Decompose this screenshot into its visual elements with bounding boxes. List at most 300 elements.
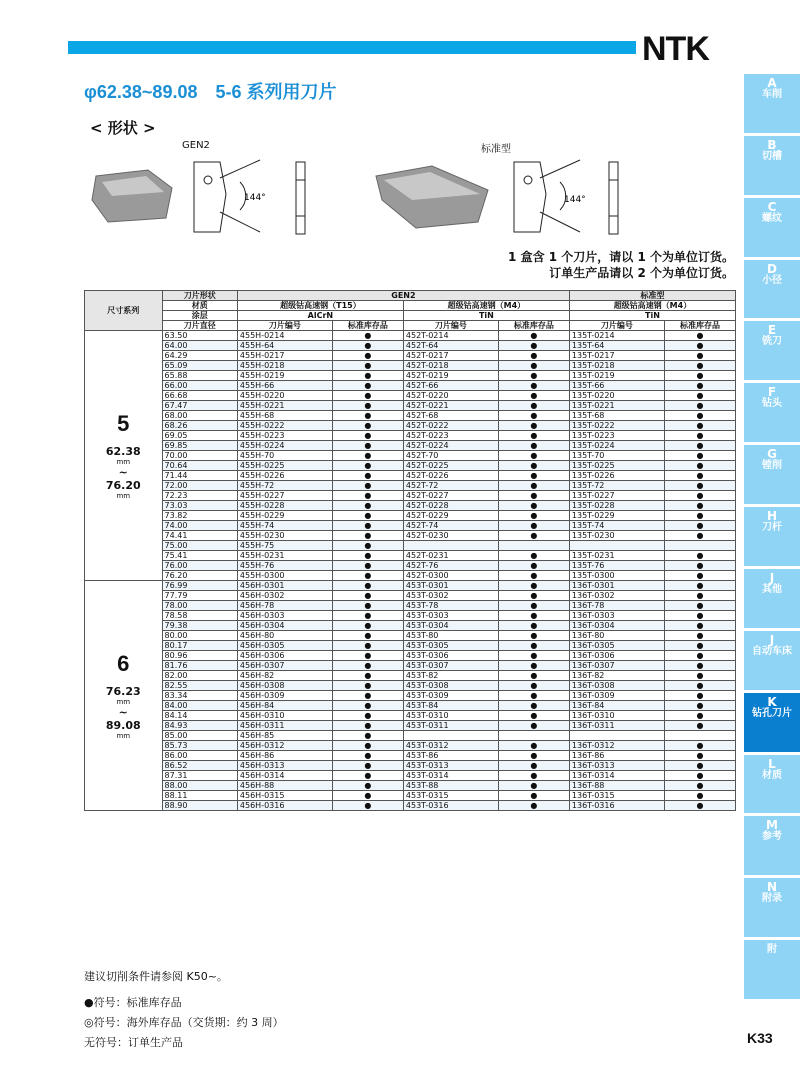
coat-a: AlCrN: [237, 311, 403, 321]
code-cell-a: 456H-85: [237, 731, 332, 741]
stock-cell-b: ●: [498, 451, 569, 461]
code-cell-a: 455H-66: [237, 381, 332, 391]
stock-cell-b: ●: [498, 791, 569, 801]
sidebar-tab-letter: F: [767, 385, 777, 400]
stock-cell-c: ●: [664, 481, 735, 491]
sidebar-tab-10[interactable]: [744, 693, 800, 752]
code-cell-a: 455H-0227: [237, 491, 332, 501]
code-cell-b: 452T-0230: [403, 531, 498, 541]
table-row: [85, 381, 736, 391]
code-cell-b: 453T-0308: [403, 681, 498, 691]
sidebar-tab-14[interactable]: [744, 940, 800, 999]
stock-cell-b: ●: [498, 521, 569, 531]
cutting-conditions-note: 建议切削条件请参阅 K50~。: [84, 970, 228, 983]
table-row: [85, 481, 736, 491]
code-cell-a: 456H-0302: [237, 591, 332, 601]
stock-cell-c: [664, 731, 735, 741]
stock-cell-c: ●: [664, 611, 735, 621]
dia-cell: 88.90: [162, 801, 237, 811]
stock-cell-a: ●: [332, 771, 403, 781]
code-cell-a: 456H-84: [237, 701, 332, 711]
code-cell-c: 136T-0304: [569, 621, 664, 631]
dia-cell: 70.00: [162, 451, 237, 461]
grade-a: 超级钴高速钢（T15）: [237, 301, 403, 311]
table-row: [85, 571, 736, 581]
dia-cell: 68.26: [162, 421, 237, 431]
stock-cell-a: ●: [332, 451, 403, 461]
shape-header: 刀片形状: [162, 291, 237, 301]
standard-col-header: 标准型: [569, 291, 735, 301]
dia-cell: 88.11: [162, 791, 237, 801]
code-cell-b: 453T-84: [403, 701, 498, 711]
code-cell-b: 453T-0314: [403, 771, 498, 781]
code-cell-b: 453T-80: [403, 631, 498, 641]
stock-cell-c: ●: [664, 681, 735, 691]
code-cell-a: 456H-0303: [237, 611, 332, 621]
code-cell-b: 452T-72: [403, 481, 498, 491]
code-cell-a: 456H-0315: [237, 791, 332, 801]
section-subtitle: < 形状 >: [90, 119, 156, 137]
table-row: [85, 681, 736, 691]
stock-cell-a: ●: [332, 581, 403, 591]
stock-cell-a: ●: [332, 511, 403, 521]
group-unit: mm: [116, 732, 131, 740]
code-cell-c: 135T-0227: [569, 491, 664, 501]
dia-cell: 84.00: [162, 701, 237, 711]
group-unit: mm: [116, 698, 131, 706]
code-cell-c: 135T-76: [569, 561, 664, 571]
sidebar-tab-label: 螺纹: [762, 212, 782, 224]
code-cell-c: 136T-84: [569, 701, 664, 711]
code-cell-b: 452T-0223: [403, 431, 498, 441]
code-cell-c: 135T-0218: [569, 361, 664, 371]
sidebar-tab-letter: G: [767, 447, 777, 462]
sidebar-tab-letter: J: [769, 570, 775, 585]
code-cell-a: 455H-0214: [237, 331, 332, 341]
stock-cell-a: ●: [332, 691, 403, 701]
code-cell-c: 135T-72: [569, 481, 664, 491]
code-cell-c: 135T-0221: [569, 401, 664, 411]
dia-cell: 74.41: [162, 531, 237, 541]
code-cell-c: 135T-0226: [569, 471, 664, 481]
dia-cell: 84.14: [162, 711, 237, 721]
stock-cell-a: ●: [332, 481, 403, 491]
dia-cell: 80.17: [162, 641, 237, 651]
code-cell-c: 135T-0214: [569, 331, 664, 341]
code-cell-a: 455H-68: [237, 411, 332, 421]
stock-cell-b: ●: [498, 601, 569, 611]
stock-cell-b: ●: [498, 551, 569, 561]
stock-cell-b: ●: [498, 371, 569, 381]
sidebar-tab-label: 钻孔刀片: [752, 707, 792, 719]
code-cell-a: 455H-0300: [237, 571, 332, 581]
stock-cell-a: ●: [332, 411, 403, 421]
dia-cell: 67.47: [162, 401, 237, 411]
group-unit: mm: [116, 458, 131, 466]
stock-cell-a: ●: [332, 551, 403, 561]
sidebar-tab-3[interactable]: [744, 260, 800, 319]
code-cell-b: 453T-0306: [403, 651, 498, 661]
sidebar-tab-8[interactable]: [744, 569, 800, 628]
code-cell-b: 452T-0221: [403, 401, 498, 411]
group-range-sep: ~: [118, 466, 128, 479]
code-cell-c: 136T-0313: [569, 761, 664, 771]
stock-cell-c: ●: [664, 751, 735, 761]
stock-cell-b: ●: [498, 751, 569, 761]
dia-cell: 75.41: [162, 551, 237, 561]
code-cell-b: 452T-64: [403, 341, 498, 351]
code-cell-b: 452T-0224: [403, 441, 498, 451]
stock-cell-c: ●: [664, 691, 735, 701]
code-cell-b: 453T-0302: [403, 591, 498, 601]
stock-cell-b: ●: [498, 611, 569, 621]
standard-angle-label: 144°: [564, 195, 586, 205]
stock-cell-a: ●: [332, 661, 403, 671]
sidebar-tab-letter: C: [767, 199, 777, 214]
code-cell-b: 452T-0226: [403, 471, 498, 481]
dia-cell: 81.76: [162, 661, 237, 671]
order-note-1: 1 盒含 1 个刀片，请以 1 个为单位订货。: [508, 250, 734, 264]
grade-c: 超级钴高速钢（M4）: [569, 301, 735, 311]
code-cell-b: 453T-0305: [403, 641, 498, 651]
table-row: [85, 531, 736, 541]
code-cell-a: 455H-70: [237, 451, 332, 461]
stock-cell-c: ●: [664, 431, 735, 441]
code-cell-a: 455H-74: [237, 521, 332, 531]
stock-cell-b: ●: [498, 421, 569, 431]
gen2-label: GEN2: [182, 140, 210, 151]
gen2-insert-photo: [88, 166, 178, 226]
table-row: [85, 331, 736, 341]
code-cell-a: 455H-0219: [237, 371, 332, 381]
table-row: [85, 781, 736, 791]
dia-cell: 69.85: [162, 441, 237, 451]
sidebar-tab-11[interactable]: [744, 755, 800, 814]
coating-header: 涂层: [162, 311, 237, 321]
code-cell-c: 135T-66: [569, 381, 664, 391]
stock-cell-a: ●: [332, 521, 403, 531]
sidebar-tab-label: 车削: [762, 89, 782, 100]
code-cell-a: 456H-0312: [237, 741, 332, 751]
stock-cell-b: ●: [498, 441, 569, 451]
sidebar-tab-4[interactable]: [744, 321, 800, 380]
page-title: φ62.38~89.08 5-6 系列用刀片: [84, 82, 337, 102]
code-cell-b: 452T-0229: [403, 511, 498, 521]
table-row: [85, 421, 736, 431]
table-row: [85, 361, 736, 371]
dia-cell: 75.00: [162, 541, 237, 551]
code-cell-b: 452T-0228: [403, 501, 498, 511]
sidebar-tab-9[interactable]: [744, 631, 800, 690]
stock-cell-b: ●: [498, 711, 569, 721]
coat-b: TiN: [403, 311, 569, 321]
code-cell-a: 456H-0308: [237, 681, 332, 691]
size-group-cell: [85, 581, 163, 811]
code-header-c: 刀片编号: [569, 321, 664, 331]
dia-cell: 82.55: [162, 681, 237, 691]
stock-cell-a: ●: [332, 611, 403, 621]
stock-cell-b: ●: [498, 511, 569, 521]
table-row: [85, 351, 736, 361]
sidebar-tab-label: 刀杆: [762, 522, 782, 534]
code-cell-c: 136T-0301: [569, 581, 664, 591]
stock-cell-a: ●: [332, 751, 403, 761]
sidebar-tab-label: 镗削: [762, 460, 782, 472]
table-row: [85, 541, 736, 551]
stock-cell-c: ●: [664, 581, 735, 591]
group-number: 5: [117, 411, 130, 436]
dia-cell: 72.23: [162, 491, 237, 501]
code-cell-c: 136T-0315: [569, 791, 664, 801]
stock-cell-b: ●: [498, 361, 569, 371]
stock-cell-c: ●: [664, 511, 735, 521]
group-range-from: 76.23: [105, 685, 141, 698]
code-cell-a: 455H-0230: [237, 531, 332, 541]
code-cell-b: 452T-0222: [403, 421, 498, 431]
table-row: [85, 721, 736, 731]
code-cell-a: 455H-0228: [237, 501, 332, 511]
stock-cell-b: ●: [498, 761, 569, 771]
dia-cell: 87.31: [162, 771, 237, 781]
dia-cell: 74.00: [162, 521, 237, 531]
dia-cell: 76.20: [162, 571, 237, 581]
dia-cell: 85.00: [162, 731, 237, 741]
page-number: K33: [747, 1030, 773, 1046]
gen2-insert-drawing: [190, 158, 290, 238]
dia-cell: 80.96: [162, 651, 237, 661]
stock-cell-c: ●: [664, 741, 735, 751]
stock-cell-b: ●: [498, 591, 569, 601]
sidebar-tab-letter: L: [768, 756, 776, 771]
stock-cell-b: ●: [498, 471, 569, 481]
gen2-insert-side: [294, 160, 308, 238]
code-cell-c: 135T-0220: [569, 391, 664, 401]
code-cell-a: 455H-0229: [237, 511, 332, 521]
code-cell-c: 136T-0306: [569, 651, 664, 661]
stock-cell-a: ●: [332, 431, 403, 441]
group-unit: mm: [116, 492, 131, 500]
code-cell-c: 135T-74: [569, 521, 664, 531]
group-range-to: 76.20: [105, 479, 141, 492]
dia-cell: 80.00: [162, 631, 237, 641]
table-row: [85, 701, 736, 711]
table-row: [85, 341, 736, 351]
stock-cell-a: ●: [332, 351, 403, 361]
code-cell-c: 135T-0300: [569, 571, 664, 581]
code-cell-b: 452T-68: [403, 411, 498, 421]
stock-cell-b: ●: [498, 651, 569, 661]
dia-cell: 85.73: [162, 741, 237, 751]
code-cell-b: 453T-0315: [403, 791, 498, 801]
stock-cell-c: ●: [664, 361, 735, 371]
stock-cell-c: ●: [664, 701, 735, 711]
table-row: [85, 611, 736, 621]
stock-cell-c: ●: [664, 491, 735, 501]
stock-cell-a: ●: [332, 571, 403, 581]
dia-cell: 66.00: [162, 381, 237, 391]
sidebar-tab-6[interactable]: [744, 445, 800, 504]
stock-cell-b: ●: [498, 331, 569, 341]
dia-cell: 63.50: [162, 331, 237, 341]
stock-cell-a: ●: [332, 421, 403, 431]
stock-cell-c: ●: [664, 501, 735, 511]
stock-cell-b: ●: [498, 561, 569, 571]
stock-cell-a: ●: [332, 441, 403, 451]
code-cell-a: 456H-80: [237, 631, 332, 641]
table-row: [85, 761, 736, 771]
code-header-b: 刀片编号: [403, 321, 498, 331]
table-row: [85, 431, 736, 441]
table-row: [85, 401, 736, 411]
sidebar-tab-7[interactable]: [744, 507, 800, 566]
stock-cell-a: ●: [332, 711, 403, 721]
stock-cell-b: ●: [498, 781, 569, 791]
stock-cell-a: ●: [332, 541, 403, 551]
code-cell-b: 452T-74: [403, 521, 498, 531]
table-row: [85, 791, 736, 801]
code-cell-c: 136T-0309: [569, 691, 664, 701]
stock-cell-c: ●: [664, 421, 735, 431]
stock-cell-b: ●: [498, 721, 569, 731]
size-series-header: 尺寸系列: [85, 291, 163, 331]
stock-cell-b: ●: [498, 771, 569, 781]
code-cell-c: 135T-64: [569, 341, 664, 351]
sidebar-tab-1[interactable]: [744, 136, 800, 195]
stock-cell-c: ●: [664, 561, 735, 571]
stock-cell-b: ●: [498, 341, 569, 351]
stock-cell-c: ●: [664, 621, 735, 631]
code-cell-a: 456H-0305: [237, 641, 332, 651]
sidebar-tab-label: 其他: [762, 583, 782, 595]
code-cell-a: 455H-72: [237, 481, 332, 491]
dia-cell: 64.00: [162, 341, 237, 351]
code-cell-b: 452T-70: [403, 451, 498, 461]
code-cell-c: 135T-0231: [569, 551, 664, 561]
code-cell-a: 456H-0316: [237, 801, 332, 811]
stock-cell-c: ●: [664, 521, 735, 531]
code-cell-a: 455H-0218: [237, 361, 332, 371]
code-cell-a: 456H-0304: [237, 621, 332, 631]
sidebar-tab-label: 附: [767, 944, 777, 956]
sidebar-tab-2[interactable]: [744, 198, 800, 257]
table-row: [85, 561, 736, 571]
grade-b: 超级钴高速钢（M4）: [403, 301, 569, 311]
code-cell-c: 135T-68: [569, 411, 664, 421]
code-cell-c: 136T-0302: [569, 591, 664, 601]
standard-insert-drawing: [510, 158, 610, 238]
coat-c: TiN: [569, 311, 735, 321]
sidebar-tab-letter: H: [766, 509, 778, 524]
code-cell-c: 136T-82: [569, 671, 664, 681]
code-cell-c: 136T-0311: [569, 721, 664, 731]
stock-cell-b: ●: [498, 691, 569, 701]
sidebar-tab-0[interactable]: [744, 74, 800, 133]
stock-cell-a: ●: [332, 761, 403, 771]
code-cell-c: [569, 541, 664, 551]
stock-cell-c: ●: [664, 331, 735, 341]
table-row: [85, 461, 736, 471]
table-row: [85, 731, 736, 741]
table-row: [85, 551, 736, 561]
code-cell-b: 453T-78: [403, 601, 498, 611]
code-cell-b: 452T-0219: [403, 371, 498, 381]
sidebar-tab-5[interactable]: [744, 383, 800, 442]
code-cell-a: 455H-76: [237, 561, 332, 571]
stock-cell-c: ●: [664, 451, 735, 461]
code-cell-c: 135T-70: [569, 451, 664, 461]
stock-cell-b: ●: [498, 401, 569, 411]
code-cell-b: [403, 541, 498, 551]
stock-cell-c: ●: [664, 341, 735, 351]
code-cell-b: 452T-66: [403, 381, 498, 391]
stock-cell-a: ●: [332, 651, 403, 661]
dia-cell: 77.79: [162, 591, 237, 601]
code-cell-c: 135T-0225: [569, 461, 664, 471]
stock-cell-b: ●: [498, 571, 569, 581]
code-cell-a: 456H-0314: [237, 771, 332, 781]
code-cell-b: 453T-0304: [403, 621, 498, 631]
group-number: 6: [117, 651, 130, 676]
stock-cell-c: ●: [664, 591, 735, 601]
stock-cell-c: ●: [664, 791, 735, 801]
stock-cell-c: ●: [664, 601, 735, 611]
dia-cell: 72.00: [162, 481, 237, 491]
dia-cell: 68.00: [162, 411, 237, 421]
code-cell-c: 136T-0305: [569, 641, 664, 651]
code-cell-b: 452T-0220: [403, 391, 498, 401]
stock-cell-b: [498, 541, 569, 551]
group-range-from: 62.38: [105, 445, 141, 458]
table-row: [85, 621, 736, 631]
code-cell-b: 452T-0225: [403, 461, 498, 471]
sidebar-tab-13[interactable]: [744, 878, 800, 937]
dia-cell: 86.00: [162, 751, 237, 761]
stock-cell-a: ●: [332, 601, 403, 611]
code-cell-a: 455H-0222: [237, 421, 332, 431]
sidebar-tab-12[interactable]: [744, 816, 800, 875]
code-cell-c: 136T-78: [569, 601, 664, 611]
stock-cell-b: ●: [498, 671, 569, 681]
stock-cell-a: ●: [332, 671, 403, 681]
code-cell-c: 135T-0223: [569, 431, 664, 441]
legend-overseas-stock: ◎符号：海外库存品（交货期：约 3 周）: [84, 1016, 284, 1029]
stock-cell-c: ●: [664, 801, 735, 811]
size-group-cell: [85, 331, 163, 581]
code-cell-c: 136T-0314: [569, 771, 664, 781]
stock-cell-a: ●: [332, 631, 403, 641]
stock-cell-b: ●: [498, 531, 569, 541]
sidebar-tab-label: 材质: [762, 769, 782, 781]
stock-cell-a: ●: [332, 371, 403, 381]
code-cell-b: 453T-88: [403, 781, 498, 791]
table-row: [85, 631, 736, 641]
code-cell-b: 453T-0310: [403, 711, 498, 721]
code-cell-a: 455H-0217: [237, 351, 332, 361]
code-cell-b: 452T-0231: [403, 551, 498, 561]
stock-cell-c: ●: [664, 781, 735, 791]
stock-cell-c: ●: [664, 471, 735, 481]
code-cell-b: 453T-0312: [403, 741, 498, 751]
sidebar-tab-label: 切槽: [762, 150, 782, 162]
code-cell-c: 135T-0230: [569, 531, 664, 541]
stock-cell-a: ●: [332, 731, 403, 741]
standard-insert-side: [607, 160, 621, 238]
material-header: 材质: [162, 301, 237, 311]
code-cell-c: 135T-0222: [569, 421, 664, 431]
table-row: [85, 521, 736, 531]
stock-cell-a: ●: [332, 361, 403, 371]
code-cell-b: 453T-86: [403, 751, 498, 761]
